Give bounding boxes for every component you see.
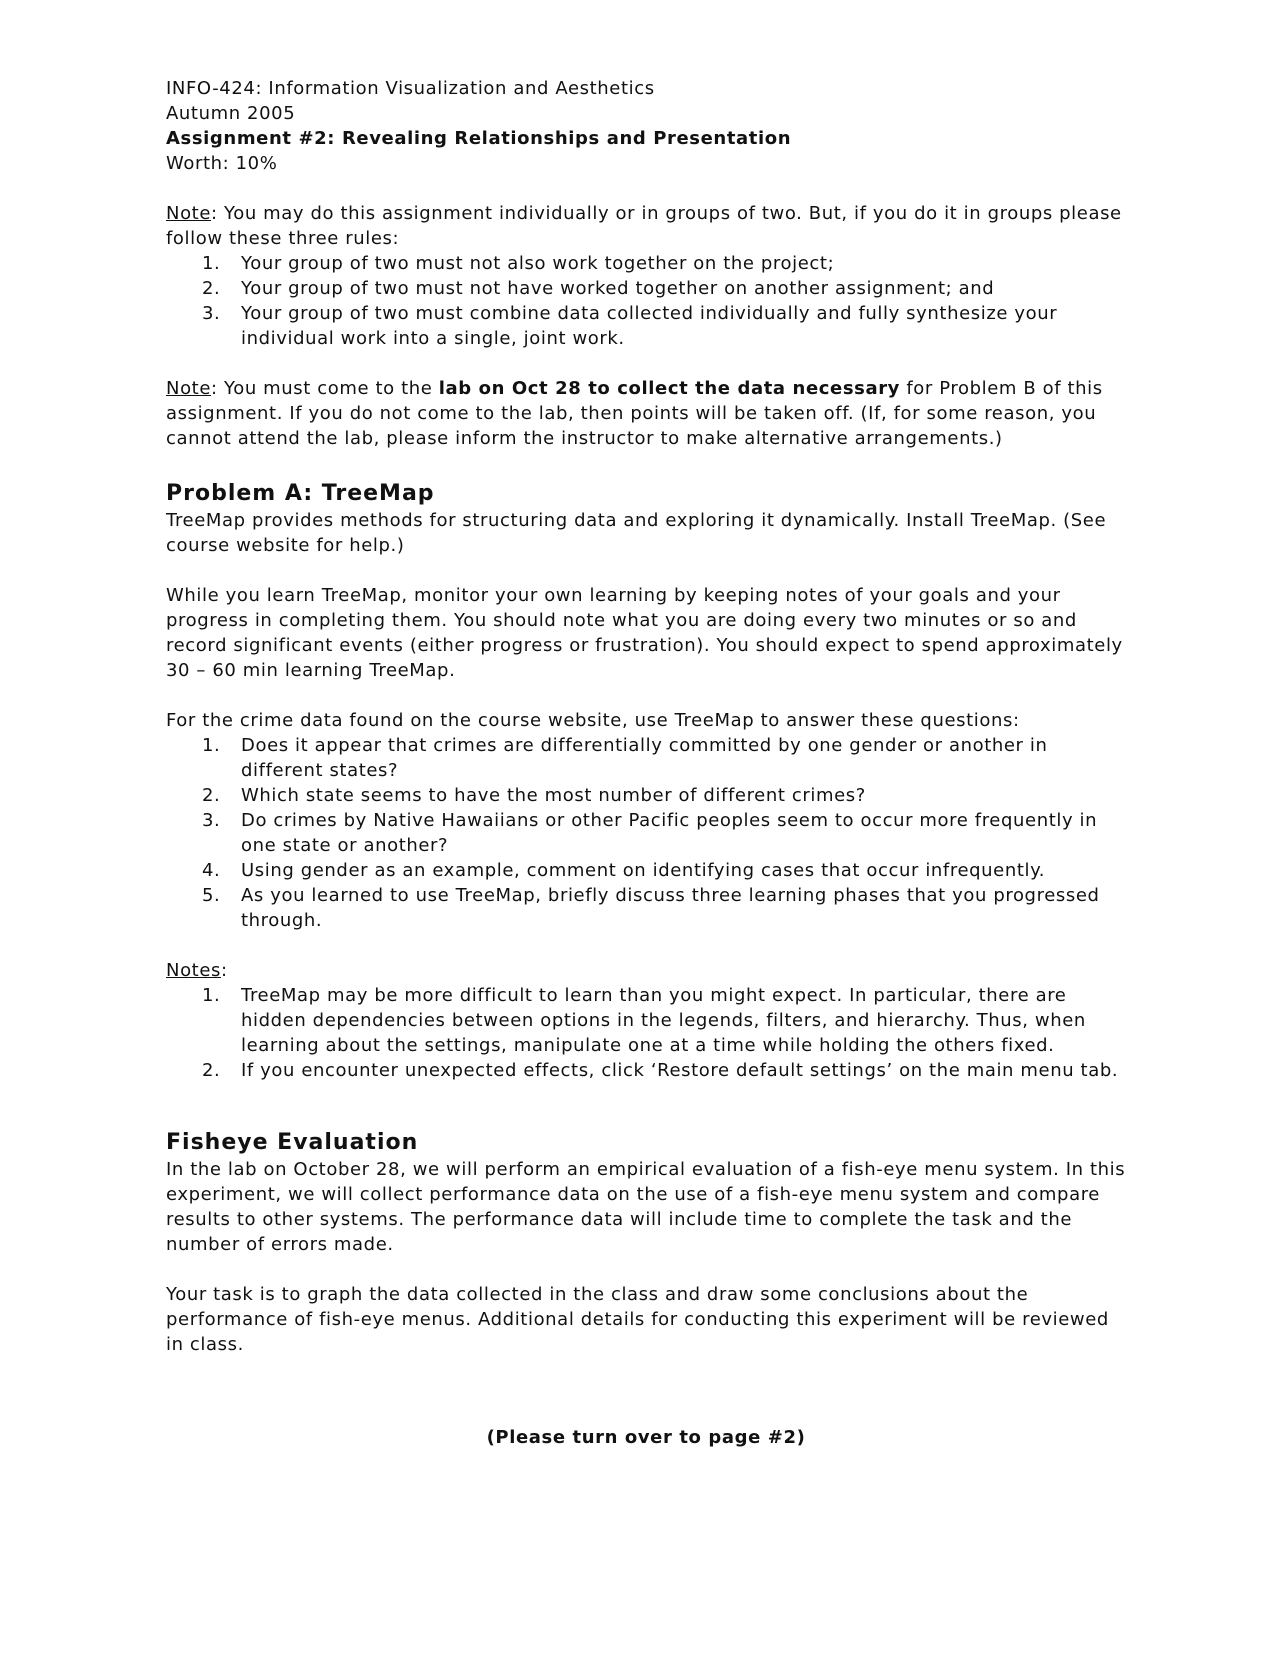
fisheye-heading: Fisheye Evaluation: [166, 1130, 419, 1155]
note-label: Note: [166, 378, 212, 399]
questions-list: [166, 733, 1126, 933]
list-item: 3. Do crimes by Native Hawaiians or other Pacific peoples seem to occur more frequently in one state or another?: [202, 810, 1098, 856]
note-groups: [166, 201, 1126, 251]
course-title: INFO-424: Information Visualization and Aesthetics: [166, 78, 655, 99]
problem-a-intro: TreeMap provides methods for structuring data and exploring it dynamically. Install TreeMap. (See course website for help.): [166, 510, 1107, 556]
notes-heading: Notes:: [166, 960, 228, 981]
problem-a-heading: Problem A: TreeMap: [166, 481, 435, 506]
list-item: 5. As you learned to use TreeMap, briefly discuss three learning phases that you progressed through.: [202, 885, 1100, 931]
group-rules-list: [166, 251, 1126, 351]
list-item: 4. Using gender as an example, comment on identifying cases that occur infrequently.: [202, 860, 1046, 881]
turn-over-notice: (Please turn over to page #2): [486, 1427, 806, 1448]
note-lab: Note: You must come to the lab on Oct 28 to collect the data necessary for Problem B of this assignment. If you do not come to the lab, then points will be taken off. (If, for some reason, you cannot attend the lab, please inform the instructor to make alternative arrangements.): [166, 378, 1103, 449]
list-item: 1. Does it appear that crimes are differentially committed by one gender or another in different states?: [202, 735, 1048, 781]
term: Autumn 2005: [166, 103, 296, 124]
note-groups-text: : You may do this assignment individually or in groups of two. But, if you do it in groups please follow these three rules:: [166, 203, 1122, 249]
worth: Worth: 10%: [166, 153, 278, 174]
list-item: 2. Which state seems to have the most number of different crimes?: [202, 785, 866, 806]
notes-list: [166, 983, 1126, 1083]
list-item: 1. TreeMap may be more difficult to learn than you might expect. In particular, there are hidden dependencies between options in the legends, filters, and hierarchy. Thus, when learning about the settings, manipulate one at a time while holding the others fixed.: [202, 985, 1086, 1056]
document-page: [166, 76, 1126, 1468]
assignment-title: Assignment #2: Revealing Relationships and Presentation: [166, 128, 792, 149]
fisheye-paragraph-1: In the lab on October 28, we will perform an empirical evaluation of a fish-eye menu system. In this experiment, we will collect performance data on the use of a fish-eye menu system and compare results to other systems. The performance data will include time to complete the task and the number of errors made.: [166, 1159, 1126, 1255]
fisheye-paragraph-2: Your task is to graph the data collected in the class and draw some conclusions about the performance of fish-eye menus. Additional details for conducting this experiment will be reviewed in class.: [166, 1284, 1109, 1355]
questions-intro: For the crime data found on the course website, use TreeMap to answer these questions:: [166, 710, 1020, 731]
lab-date-emphasis: lab on Oct 28 to collect the data necessary: [438, 378, 901, 399]
list-item: 2. If you encounter unexpected effects, click ‘Restore default settings’ on the main menu tab.: [202, 1060, 1119, 1081]
problem-a-learning: While you learn TreeMap, monitor your own learning by keeping notes of your goals and your progress in completing them. You should note what you are doing every two minutes or so and record significant events (either progress or frustration). You should expect to spend approximately 30 – 60 min learning TreeMap.: [166, 585, 1123, 681]
list-item: 3. Your group of two must combine data collected individually and fully synthesize your individual work into a single, joint work.: [202, 303, 1058, 349]
note-label: Note: [166, 203, 212, 224]
list-item: 2. Your group of two must not have worked together on another assignment; and: [202, 278, 995, 299]
list-item: 1. Your group of two must not also work together on the project;: [202, 253, 835, 274]
